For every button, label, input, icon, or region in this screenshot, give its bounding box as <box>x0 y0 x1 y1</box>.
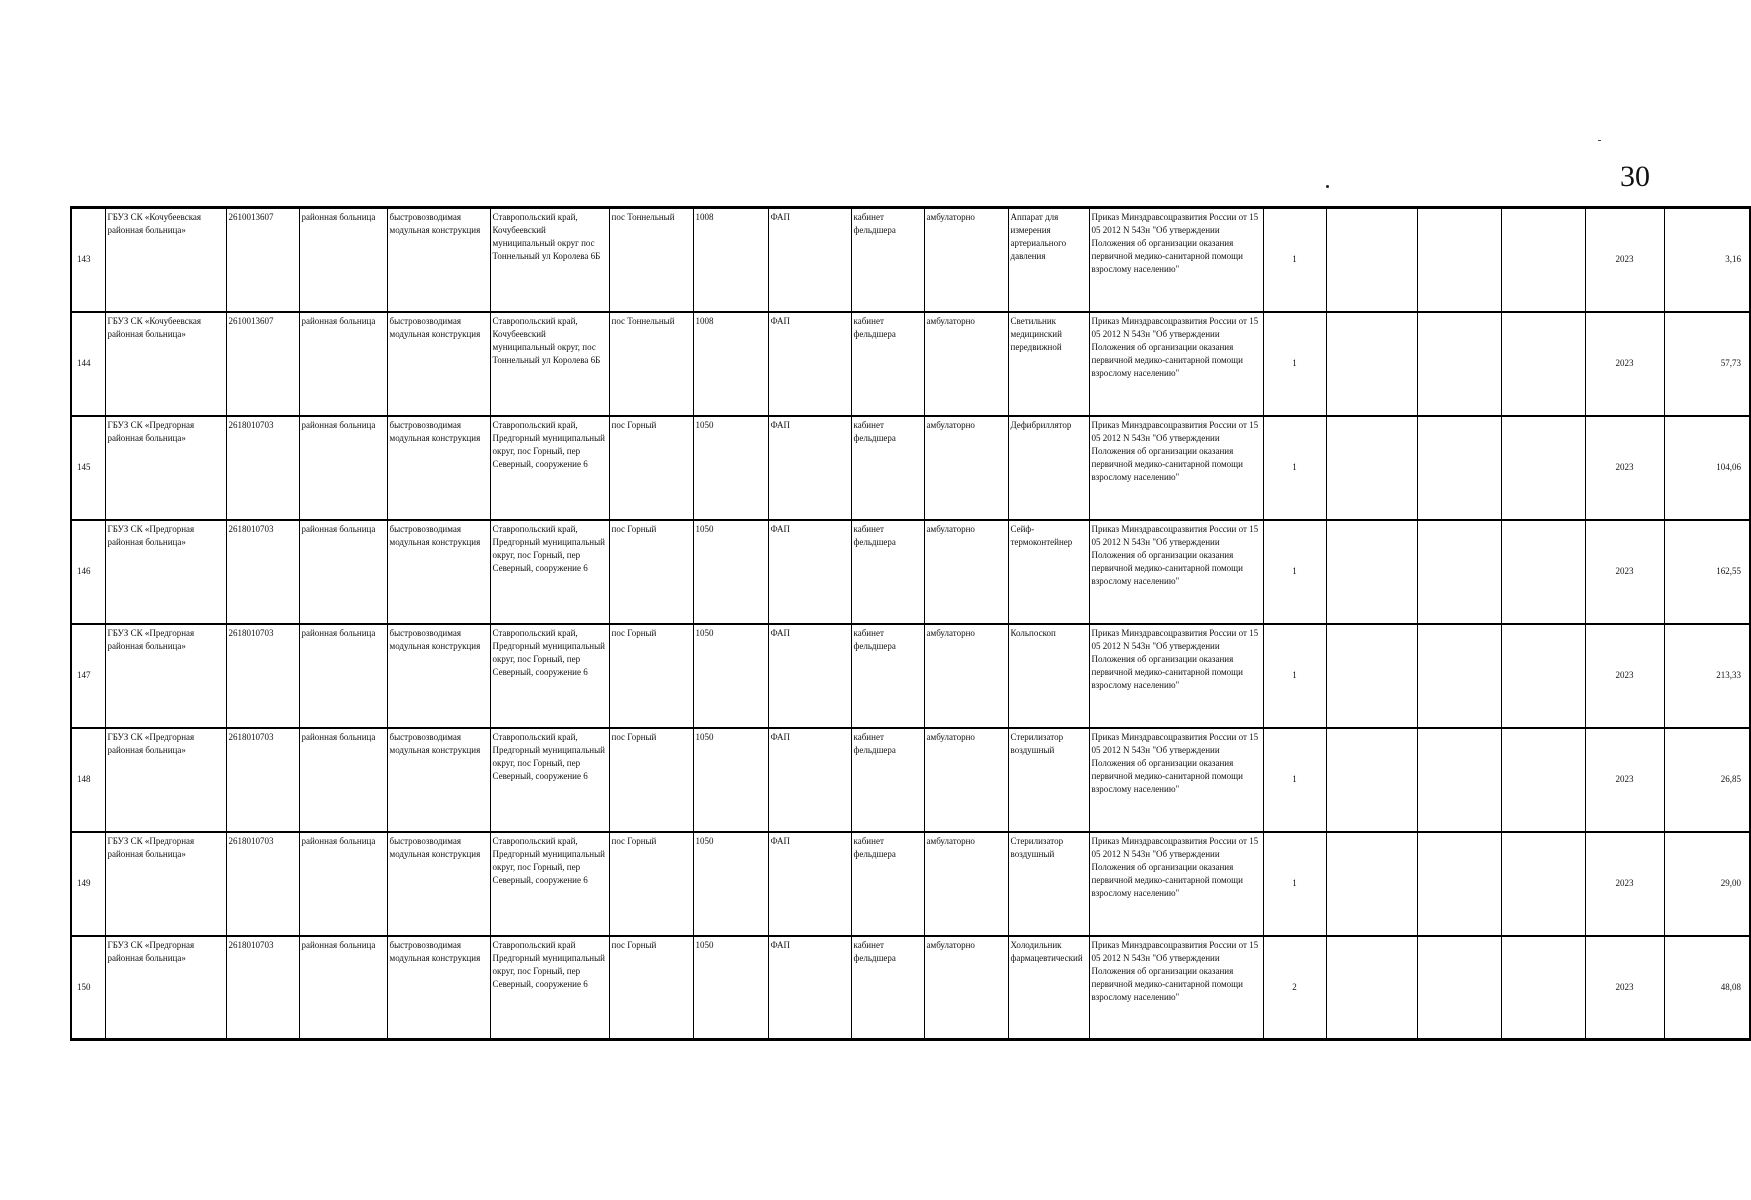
address: Ставропольский край, Предгорный муниципальный округ, пос Горный, пер Северный, сооружение 6 <box>490 728 609 832</box>
empty-cell <box>1326 208 1417 312</box>
empty-cell <box>1501 936 1585 1040</box>
unit-type: ФАП <box>768 312 851 416</box>
cost: 3,16 <box>1664 208 1750 312</box>
equipment-name: Стерилизатор воздушный <box>1008 832 1089 936</box>
settlement: пос Тоннельный <box>609 208 693 312</box>
population: 1008 <box>693 312 768 416</box>
organization-code: 2618010703 <box>226 832 299 936</box>
empty-cell <box>1326 624 1417 728</box>
cost: 57,73 <box>1664 312 1750 416</box>
settlement: пос Горный <box>609 832 693 936</box>
unit-type: ФАП <box>768 416 851 520</box>
year: 2023 <box>1585 624 1664 728</box>
organization-name: ГБУЗ СК «Предгорная районная больница» <box>105 520 226 624</box>
row-number: 150 <box>71 936 105 1040</box>
settlement: пос Горный <box>609 936 693 1040</box>
settlement: пос Горный <box>609 624 693 728</box>
table-row <box>71 312 1750 416</box>
organization-name: ГБУЗ СК «Кочубеевская районная больница» <box>105 208 226 312</box>
quantity: 1 <box>1263 624 1326 728</box>
care-mode: амбулаторно <box>924 624 1008 728</box>
address: Ставропольский край, Кочубеевский муниципальный округ, пос Тоннельный ул Королева 6Б <box>490 312 609 416</box>
organization-code: 2618010703 <box>226 936 299 1040</box>
organization-type: районная больница <box>299 832 387 936</box>
quantity: 2 <box>1263 936 1326 1040</box>
organization-name: ГБУЗ СК «Предгорная районная больница» <box>105 936 226 1040</box>
cost: 48,08 <box>1664 936 1750 1040</box>
empty-cell <box>1501 208 1585 312</box>
population: 1050 <box>693 936 768 1040</box>
settlement: пос Горный <box>609 520 693 624</box>
year: 2023 <box>1585 728 1664 832</box>
construction-type: быстровозводимая модульная конструкция <box>387 520 490 624</box>
organization-name: ГБУЗ СК «Предгорная районная больница» <box>105 416 226 520</box>
cost: 162,55 <box>1664 520 1750 624</box>
care-mode: амбулаторно <box>924 416 1008 520</box>
empty-cell <box>1417 936 1501 1040</box>
empty-cell <box>1417 312 1501 416</box>
empty-cell <box>1417 208 1501 312</box>
unit-type: ФАП <box>768 208 851 312</box>
organization-type: районная больница <box>299 624 387 728</box>
row-number: 145 <box>71 416 105 520</box>
unit-type: ФАП <box>768 832 851 936</box>
empty-cell <box>1501 416 1585 520</box>
regulatory-basis: Приказ Минздравсоцразвития России от 15 05 2012 N 543н "Об утверждении Положения об организации оказания первичной медико-санитарной помощи взрослому населению" <box>1089 624 1263 728</box>
quantity: 1 <box>1263 520 1326 624</box>
cost: 213,33 <box>1664 624 1750 728</box>
construction-type: быстровозводимая модульная конструкция <box>387 312 490 416</box>
room: кабинет фельдшера <box>851 624 924 728</box>
quantity: 1 <box>1263 832 1326 936</box>
empty-cell <box>1326 416 1417 520</box>
organization-code: 2618010703 <box>226 520 299 624</box>
room: кабинет фельдшера <box>851 208 924 312</box>
table-row <box>71 208 1750 312</box>
table-row <box>71 624 1750 728</box>
empty-cell <box>1417 520 1501 624</box>
year: 2023 <box>1585 936 1664 1040</box>
year: 2023 <box>1585 208 1664 312</box>
equipment-name: Стерилизатор воздушный <box>1008 728 1089 832</box>
empty-cell <box>1417 832 1501 936</box>
construction-type: быстровозводимая модульная конструкция <box>387 416 490 520</box>
address: Ставропольский край, Предгорный муниципальный округ, пос Горный, пер Северный, сооружение 6 <box>490 832 609 936</box>
table-row <box>71 416 1750 520</box>
construction-type: быстровозводимая модульная конструкция <box>387 936 490 1040</box>
regulatory-basis: Приказ Минздравсоцразвития России от 15 05 2012 N 543н "Об утверждении Положения об организации оказания первичной медико-санитарной помощи взрослому населению" <box>1089 208 1263 312</box>
room: кабинет фельдшера <box>851 832 924 936</box>
organization-type: районная больница <box>299 208 387 312</box>
cost: 26,85 <box>1664 728 1750 832</box>
equipment-name: Холодильник фармацевтический <box>1008 936 1089 1040</box>
construction-type: быстровозводимая модульная конструкция <box>387 832 490 936</box>
care-mode: амбулаторно <box>924 832 1008 936</box>
empty-cell <box>1417 728 1501 832</box>
row-number: 147 <box>71 624 105 728</box>
address: Ставропольский край Предгорный муниципальный округ, пос Горный, пер Северный, сооружение 6 <box>490 936 609 1040</box>
empty-cell <box>1326 520 1417 624</box>
population: 1050 <box>693 832 768 936</box>
empty-cell <box>1417 624 1501 728</box>
construction-type: быстровозводимая модульная конструкция <box>387 624 490 728</box>
quantity: 1 <box>1263 312 1326 416</box>
year: 2023 <box>1585 312 1664 416</box>
address: Ставропольский край, Предгорный муниципальный округ, пос Горный, пер Северный, сооружение 6 <box>490 416 609 520</box>
scan-speck <box>1326 185 1329 188</box>
settlement: пос Горный <box>609 416 693 520</box>
table-row <box>71 520 1750 624</box>
care-mode: амбулаторно <box>924 728 1008 832</box>
cost: 104,06 <box>1664 416 1750 520</box>
settlement: пос Тоннельный <box>609 312 693 416</box>
regulatory-basis: Приказ Минздравсоцразвития России от 15 05 2012 N 543н "Об утверждении Положения об организации оказания первичной медико-санитарной помощи взрослому населению" <box>1089 520 1263 624</box>
construction-type: быстровозводимая модульная конструкция <box>387 208 490 312</box>
address: Ставропольский край, Предгорный муниципальный округ, пос Горный, пер Северный, сооружение 6 <box>490 624 609 728</box>
row-number: 144 <box>71 312 105 416</box>
empty-cell <box>1501 520 1585 624</box>
organization-name: ГБУЗ СК «Предгорная районная больница» <box>105 624 226 728</box>
organization-code: 2610013607 <box>226 208 299 312</box>
organization-name: ГБУЗ СК «Предгорная районная больница» <box>105 832 226 936</box>
organization-type: районная больница <box>299 936 387 1040</box>
empty-cell <box>1326 728 1417 832</box>
care-mode: амбулаторно <box>924 520 1008 624</box>
scan-speck <box>1598 140 1601 141</box>
organization-code: 2618010703 <box>226 624 299 728</box>
organization-type: районная больница <box>299 312 387 416</box>
organization-type: районная больница <box>299 416 387 520</box>
equipment-name: Светильник медицинский передвижной <box>1008 312 1089 416</box>
address: Ставропольский край, Кочубеевский муниципальный округ пос Тоннельный ул Королева 6Б <box>490 208 609 312</box>
row-number: 148 <box>71 728 105 832</box>
empty-cell <box>1501 312 1585 416</box>
cost: 29,00 <box>1664 832 1750 936</box>
address: Ставропольский край, Предгорный муниципальный округ, пос Горный, пер Северный, сооружение 6 <box>490 520 609 624</box>
care-mode: амбулаторно <box>924 312 1008 416</box>
table-row <box>71 936 1750 1040</box>
empty-cell <box>1417 416 1501 520</box>
empty-cell <box>1501 728 1585 832</box>
unit-type: ФАП <box>768 936 851 1040</box>
unit-type: ФАП <box>768 624 851 728</box>
equipment-name: Дефибриллятор <box>1008 416 1089 520</box>
care-mode: амбулаторно <box>924 208 1008 312</box>
equipment-name: Кольпоскоп <box>1008 624 1089 728</box>
year: 2023 <box>1585 416 1664 520</box>
equipment-name: Аппарат для измерения артериального давления <box>1008 208 1089 312</box>
regulatory-basis: Приказ Минздравсоцразвития России от 15 05 2012 N 543н "Об утверждении Положения об организации оказания первичной медико-санитарной помощи взрослому населению" <box>1089 936 1263 1040</box>
table-row <box>71 832 1750 936</box>
empty-cell <box>1326 312 1417 416</box>
population: 1050 <box>693 520 768 624</box>
empty-cell <box>1326 936 1417 1040</box>
organization-name: ГБУЗ СК «Предгорная районная больница» <box>105 728 226 832</box>
organization-name: ГБУЗ СК «Кочубеевская районная больница» <box>105 312 226 416</box>
organization-type: районная больница <box>299 520 387 624</box>
settlement: пос Горный <box>609 728 693 832</box>
unit-type: ФАП <box>768 520 851 624</box>
regulatory-basis: Приказ Минздравсоцразвития России от 15 05 2012 N 543н "Об утверждении Положения об организации оказания первичной медико-санитарной помощи взрослому населению" <box>1089 832 1263 936</box>
organization-type: районная больница <box>299 728 387 832</box>
empty-cell <box>1501 624 1585 728</box>
empty-cell <box>1326 832 1417 936</box>
organization-code: 2618010703 <box>226 416 299 520</box>
room: кабинет фельдшера <box>851 728 924 832</box>
row-number: 149 <box>71 832 105 936</box>
quantity: 1 <box>1263 208 1326 312</box>
regulatory-basis: Приказ Минздравсоцразвития России от 15 05 2012 N 543н "Об утверждении Положения об организации оказания первичной медико-санитарной помощи взрослому населению" <box>1089 312 1263 416</box>
care-mode: амбулаторно <box>924 936 1008 1040</box>
quantity: 1 <box>1263 728 1326 832</box>
empty-cell <box>1501 832 1585 936</box>
construction-type: быстровозводимая модульная конструкция <box>387 728 490 832</box>
quantity: 1 <box>1263 416 1326 520</box>
population: 1050 <box>693 624 768 728</box>
room: кабинет фельдшера <box>851 936 924 1040</box>
regulatory-basis: Приказ Минздравсоцразвития России от 15 05 2012 N 543н "Об утверждении Положения об организации оказания первичной медико-санитарной помощи взрослому населению" <box>1089 416 1263 520</box>
year: 2023 <box>1585 832 1664 936</box>
equipment-table <box>70 206 1751 1041</box>
row-number: 143 <box>71 208 105 312</box>
room: кабинет фельдшера <box>851 312 924 416</box>
population: 1050 <box>693 416 768 520</box>
regulatory-basis: Приказ Минздравсоцразвития России от 15 05 2012 N 543н "Об утверждении Положения об организации оказания первичной медико-санитарной помощи взрослому населению" <box>1089 728 1263 832</box>
year: 2023 <box>1585 520 1664 624</box>
table-row <box>71 728 1750 832</box>
room: кабинет фельдшера <box>851 520 924 624</box>
population: 1050 <box>693 728 768 832</box>
equipment-name: Сейф-термоконтейнер <box>1008 520 1089 624</box>
row-number: 146 <box>71 520 105 624</box>
organization-code: 2610013607 <box>226 312 299 416</box>
unit-type: ФАП <box>768 728 851 832</box>
page-number: 30 <box>1620 160 1650 193</box>
population: 1008 <box>693 208 768 312</box>
organization-code: 2618010703 <box>226 728 299 832</box>
room: кабинет фельдшера <box>851 416 924 520</box>
